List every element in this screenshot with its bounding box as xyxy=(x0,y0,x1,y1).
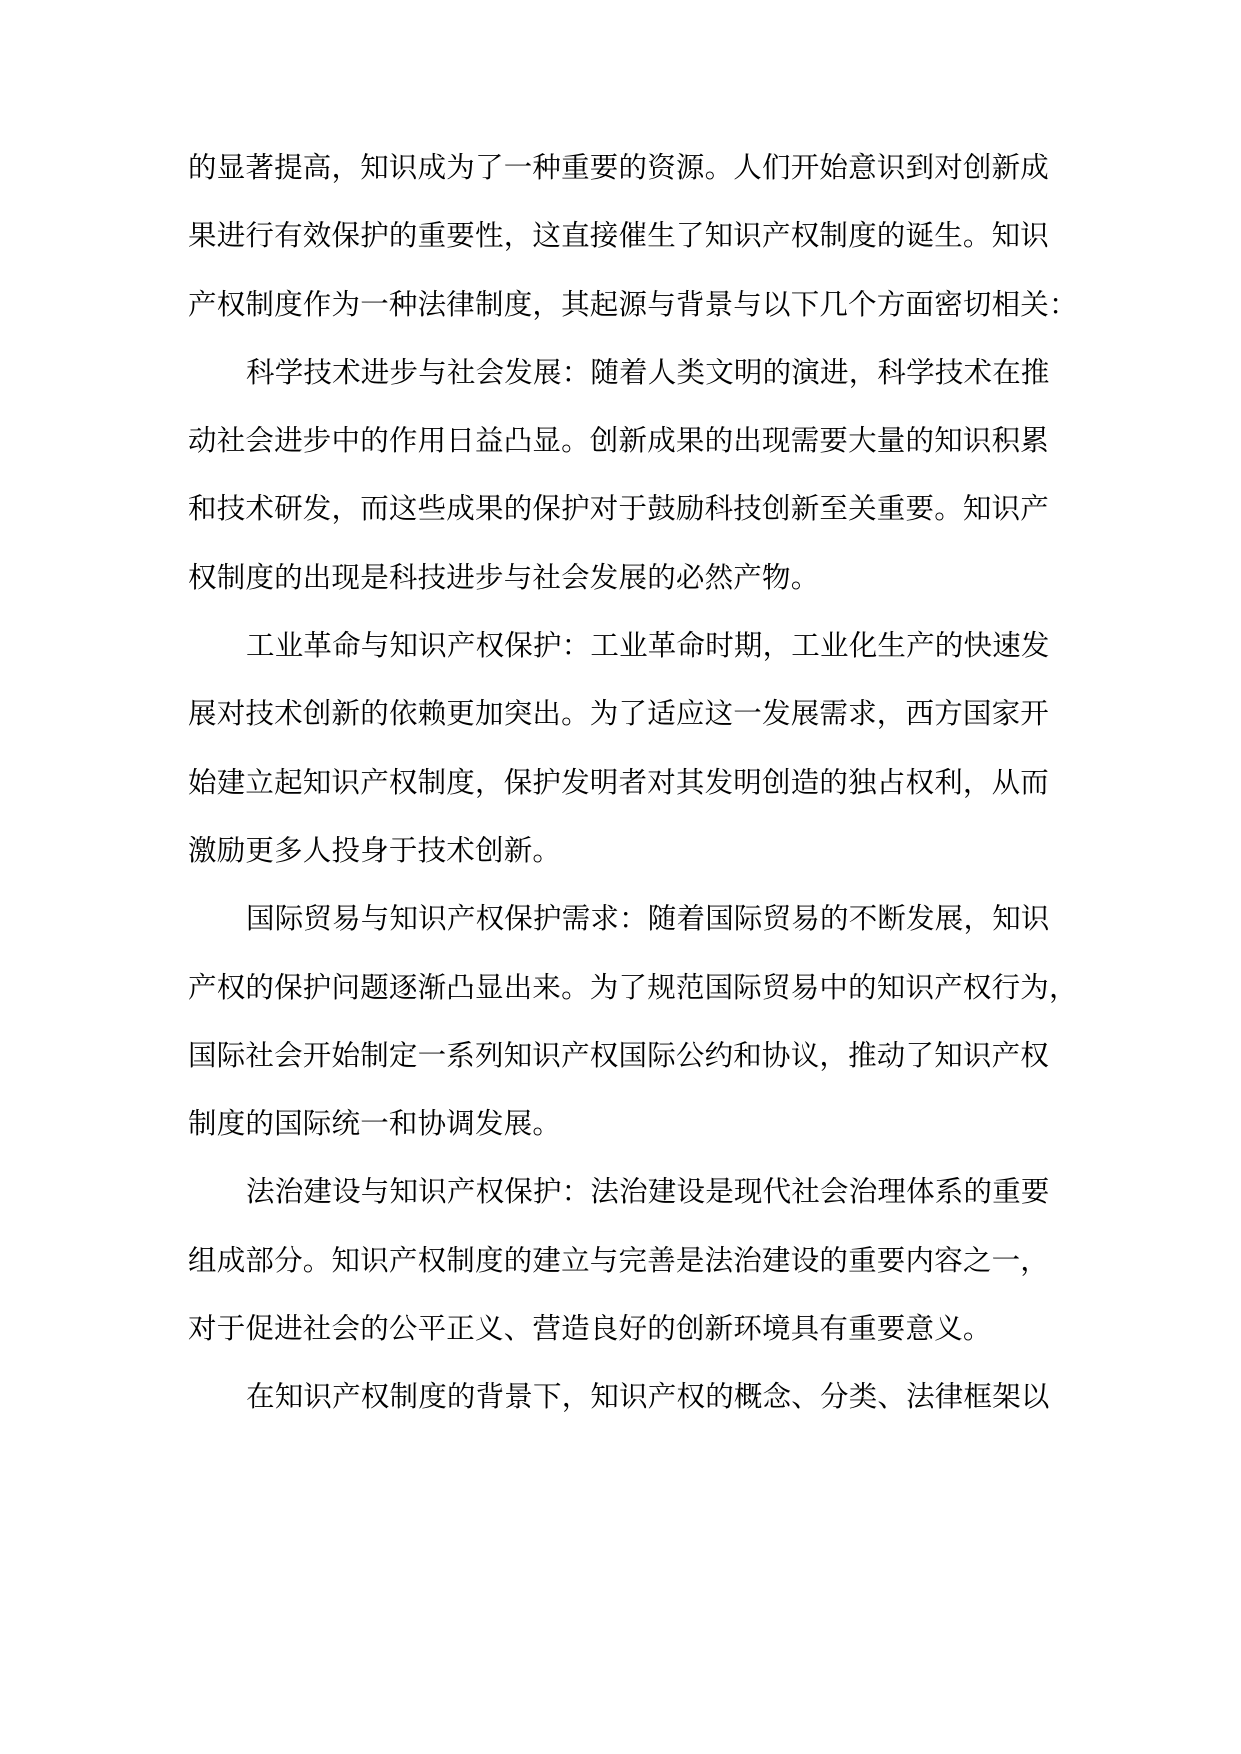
text-line: 国际社会开始制定一系列知识产权国际公约和协议，推动了知识产权 xyxy=(188,1038,1050,1072)
text-line: 国际贸易与知识产权保护需求：随着国际贸易的不断发展，知识 xyxy=(246,902,1050,936)
text-line: 对于促进社会的公平正义、营造良好的创新环境具有重要意义。 xyxy=(188,1312,992,1346)
text-line: 和技术研发，而这些成果的保护对于鼓励科技创新至关重要。知识产 xyxy=(188,492,1050,526)
text-line: 组成部分。知识产权制度的建立与完善是法治建设的重要内容之一， xyxy=(188,1243,1050,1277)
text-line: 制度的国际统一和协调发展。 xyxy=(188,1107,562,1141)
text-line: 动社会进步中的作用日益凸显。创新成果的出现需要大量的知识积累 xyxy=(188,424,1050,458)
text-line: 产权制度作为一种法律制度，其起源与背景与以下几个方面密切相关： xyxy=(188,287,1078,321)
text-line: 始建立起知识产权制度，保护发明者对其发明创造的独占权利，从而 xyxy=(188,765,1050,799)
text-line: 权制度的出现是科技进步与社会发展的必然产物。 xyxy=(188,560,820,594)
text-line: 工业革命与知识产权保护：工业革命时期，工业化生产的快速发 xyxy=(246,629,1050,663)
text-line: 科学技术进步与社会发展：随着人类文明的演进，科学技术在推 xyxy=(246,355,1050,389)
text-line: 的显著提高，知识成为了一种重要的资源。人们开始意识到对创新成 xyxy=(188,151,1050,184)
text-line: 产权的保护问题逐渐凸显出来。为了规范国际贸易中的知识产权行为， xyxy=(188,970,1078,1004)
text-line: 果进行有效保护的重要性，这直接催生了知识产权制度的诞生。知识 xyxy=(188,219,1050,253)
text-line: 激励更多人投身于技术创新。 xyxy=(188,833,562,867)
document-body xyxy=(188,148,1078,1446)
text-line: 在知识产权制度的背景下，知识产权的概念、分类、法律框架以 xyxy=(246,1380,1050,1414)
text-line: 展对技术创新的依赖更加突出。为了适应这一发展需求，西方国家开 xyxy=(188,697,1050,731)
text-line: 法治建设与知识产权保护：法治建设是现代社会治理体系的重要 xyxy=(246,1175,1050,1209)
